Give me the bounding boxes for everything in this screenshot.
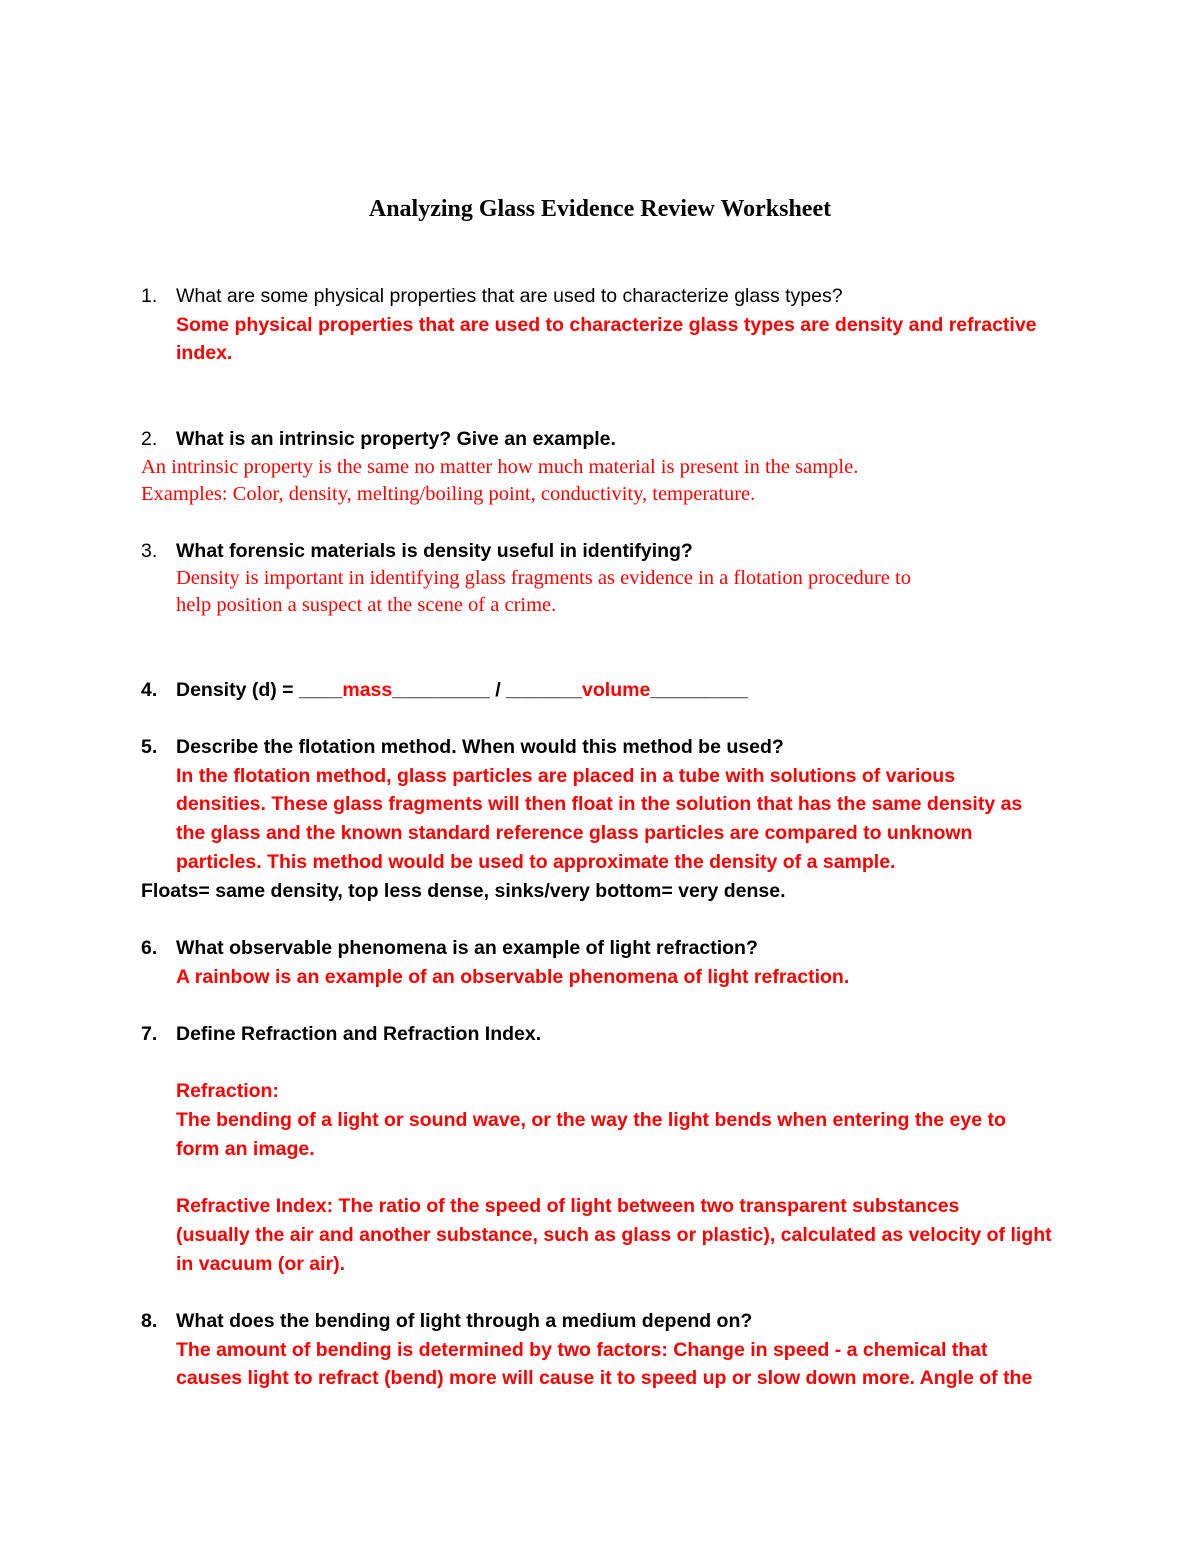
item-3-number: 3. [141,540,158,562]
item-2-number: 2. [141,428,158,450]
refractive-index-line: in vacuum (or air). [176,1253,346,1275]
refraction-heading: Refraction: [176,1080,279,1102]
item-5-answer-line: In the flotation method, glass particles are placed in a tube with solutions of various [176,765,956,787]
formula-answer-mass: mass [342,679,393,701]
item-2-answer-line: An intrinsic property is the same no matter how much material is present in the sample. [141,456,859,478]
item-1-answer-line: index. [176,342,233,364]
refraction-definition-line: The bending of a light or sound wave, or the way the light bends when entering the eye to [176,1109,1006,1131]
item-8-answer-line: causes light to refract (bend) more will cause it to speed up or slow down more. Angle of the [176,1367,1033,1389]
item-5-answer-line: densities. These glass fragments will then float in the solution that has the same density as [176,793,1023,815]
item-5-question: Describe the flotation method. When would this method be used? [176,736,784,758]
item-8-number: 8. [141,1310,158,1332]
item-5-note: Floats= same density, top less dense, sinks/very bottom= very dense. [141,880,786,902]
refractive-index-line: Refractive Index: The ratio of the speed of light between two transparent substances [176,1195,960,1217]
item-6-question: What observable phenomena is an example of light refraction? [176,937,758,959]
formula-blank: ____ [298,679,343,701]
item-2-question: What is an intrinsic property? Give an example. [176,428,616,450]
formula-separator: / [489,679,507,701]
formula-blank: _______ [506,679,583,701]
item-5-number: 5. [141,736,158,758]
formula-answer-volume: volume [582,679,651,701]
item-3-question: What forensic materials is density useful in identifying? [176,540,693,562]
item-5-answer-line: particles. This method would be used to approximate the density of a sample. [176,851,896,873]
formula-prefix: Density (d) = [176,679,299,701]
item-7-number: 7. [141,1023,158,1045]
formula-blank: _________ [650,679,748,701]
item-6-answer-line: A rainbow is an example of an observable phenomena of light refraction. [176,966,850,988]
item-1-answer-line: Some physical properties that are used to characterize glass types are density and refractive [176,314,1037,336]
item-1-question: What are some physical properties that are used to characterize glass types? [176,285,843,307]
item-2-answer-line: Examples: Color, density, melting/boiling point, conductivity, temperature. [141,483,756,505]
refractive-index-line: (usually the air and another substance, such as glass or plastic), calculated as velocity of light [176,1224,1052,1246]
worksheet-title: Analyzing Glass Evidence Review Worksheet [368,196,832,222]
item-1-number: 1. [141,285,158,307]
item-6-number: 6. [141,937,158,959]
item-3-answer-line: Density is important in identifying glass fragments as evidence in a flotation procedure to [176,567,911,589]
item-3-answer-line: help position a suspect at the scene of a crime. [176,594,557,616]
item-8-answer-line: The amount of bending is determined by two factors: Change in speed - a chemical that [176,1339,988,1361]
density-formula [176,679,748,702]
formula-blank: _________ [392,679,490,701]
item-5-answer-line: the glass and the known standard reference glass particles are compared to unknown [176,822,973,844]
refraction-definition-line: form an image. [176,1138,315,1160]
item-7-question: Define Refraction and Refraction Index. [176,1023,542,1045]
item-8-question: What does the bending of light through a medium depend on? [176,1310,753,1332]
item-4-number: 4. [141,679,158,701]
